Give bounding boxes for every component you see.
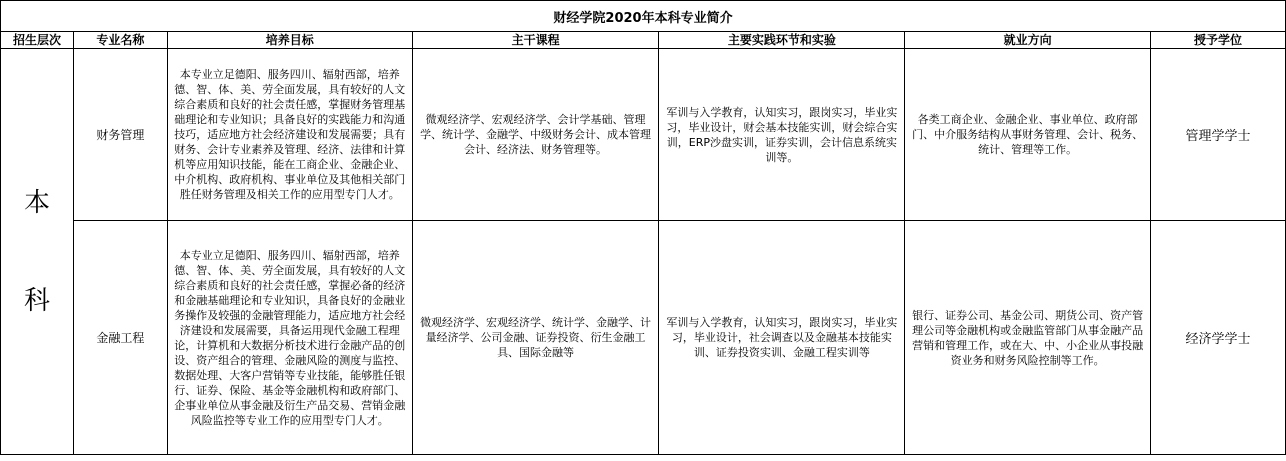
header-goal: 培养目标 bbox=[167, 32, 412, 49]
header-level: 招生层次 bbox=[1, 32, 74, 49]
practice-items: 军训与入学教育，认知实习，跟岗实习，毕业实习，毕业设计，财会基本技能实训，财会综合实训，ERP沙盘实训，证券实训，会计信息系统实训等。 bbox=[659, 49, 905, 221]
major-name: 财务管理 bbox=[73, 49, 167, 221]
main-courses: 微观经济学、宏观经济学、统计学、金融学、计量经济学、公司金融、证券投资、衍生金融工具、国际金融等 bbox=[412, 221, 659, 455]
table-title: 财经学院2020年本科专业简介 bbox=[1, 1, 1286, 32]
degree-awarded: 经济学学士 bbox=[1151, 221, 1286, 455]
level-cell bbox=[1, 49, 74, 455]
training-goal: 本专业立足德阳、服务四川、辐射西部，培养德、智、体、美、劳全面发展，具有较好的人文综合素质和良好的社会责任感，掌握必备的经济和金融基础理论和专业知识，具备良好的金融业务操作及较强的金融管理能力，适应地方社会经济建设和发展需要，具备运用现代金融工程理论，计算机和大数据分析技术进行金融产品的创设、资产组合的管理、金融风险的测度与监控、数据处理、大客户营销等专业技能，能够胜任银行、证券、保险、基金等金融机构和政府部门、企事业单位从事金融及衍生产品交易、营销金融风险监控等专业工作的应用型专门人才。 bbox=[167, 221, 412, 455]
table-row bbox=[1, 221, 1286, 455]
main-courses: 微观经济学、宏观经济学、会计学基础、管理学、统计学、金融学、中级财务会计、成本管理会计、经济法、财务管理等。 bbox=[412, 49, 659, 221]
header-courses: 主干课程 bbox=[412, 32, 659, 49]
level-char: 本 bbox=[23, 187, 50, 218]
level-char: 科 bbox=[23, 285, 50, 316]
header-degree: 授予学位 bbox=[1151, 32, 1286, 49]
header-major: 专业名称 bbox=[73, 32, 167, 49]
header-practice: 主要实践环节和实验 bbox=[659, 32, 905, 49]
degree-awarded: 管理学学士 bbox=[1151, 49, 1286, 221]
major-name: 金融工程 bbox=[73, 221, 167, 455]
header-employment: 就业方向 bbox=[905, 32, 1151, 49]
training-goal: 本专业立足德阳、服务四川、辐射西部，培养德、智、体、美、劳全面发展，具有较好的人文综合素质和良好的社会责任感，掌握财务管理基础理论和专业知识；具备良好的实践能力和沟通技巧，适应地方社会经济建设和发展需要；具有财务、会计专业素养及管理、经济、法律和计算机等应用知识技能，能在工商企业、金融企业、中介机构、政府机构、事业单位及其他相关部门胜任财务管理及相关工作的应用型专门人才。 bbox=[167, 49, 412, 221]
employment-direction: 各类工商企业、金融企业、事业单位、政府部门、中介服务结构从事财务管理、会计、税务、统计、管理等工作。 bbox=[905, 49, 1151, 221]
practice-items: 军训与入学教育，认知实习，跟岗实习，毕业实习，毕业设计，社会调查以及金融基本技能实训、证券投资实训、金融工程实训等 bbox=[659, 221, 905, 455]
table-row bbox=[1, 49, 1286, 221]
employment-direction: 银行、证券公司、基金公司、期货公司、资产管理公司等金融机构或金融监管部门从事金融产品营销和管理工作，或在大、中、小企业从事投融资业务和财务风险控制等工作。 bbox=[905, 221, 1151, 455]
